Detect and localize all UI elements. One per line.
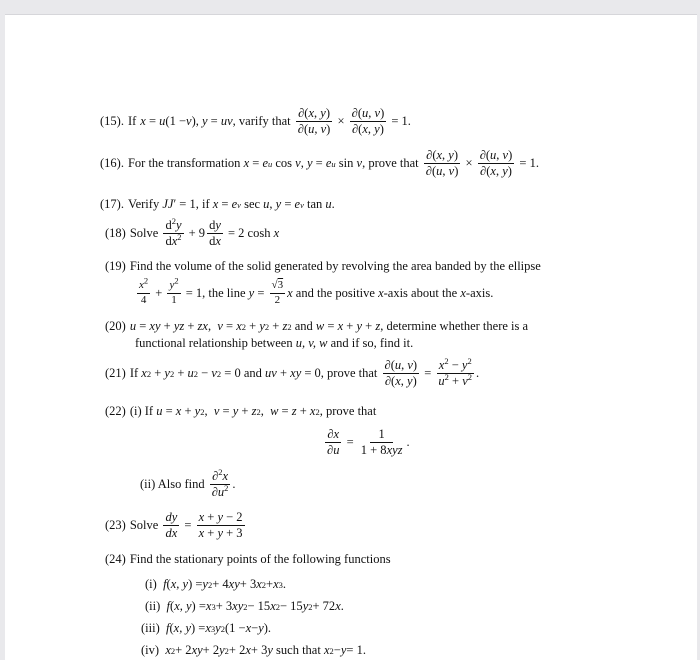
problem-18-label: (18)	[105, 226, 126, 241]
word-sub-ii: (ii) Also find	[140, 477, 205, 492]
problem-21-label: (21)	[105, 366, 126, 381]
problem-21: (21) If x 2 + y 2 + u 2 − v 2 = 0 and uv + xy = 0, prove that $\frac{\partial(u, v)}{\partial(x, y)}$ = $\frac{x^2 - y^2}{u^2 + v^2}$ .	[105, 355, 480, 389]
problem-22-line1: (22) (i) If u = x + y 2 , v = y + z 2 , w = z + x 2 , prove that	[105, 404, 377, 418]
problem-24-item-i: (i) f ( x, y ) = y 2 + 4 xy + 3 x 2 + x 3 .	[145, 577, 287, 591]
problem-24-item-iv: (iv) x 2 + 2 xy + 2 y 2 + 2 x + 3 y such that x 2 − y = 1.	[141, 643, 366, 657]
problem-16: (16). For the transformation x = e u cos v , y = e u sin v , prove that $\frac{\partial(x, y)}{\partial(u, v)}$ × $\frac{\partial(u, v)}{\partial(x, y)}$ = 1.	[100, 148, 539, 179]
p24-item-label: (i)	[145, 577, 157, 591]
word-and-if-so: and if so, find it.	[330, 336, 414, 350]
word-axis-about: -axis about the	[383, 285, 458, 300]
problem-22-part-ii: (ii) Also find $\frac{\partial^2x}{\partial u^2}$ .	[140, 466, 236, 500]
problem-20-label: (20)	[105, 319, 126, 333]
problem-18: (18) Solve $\frac{d^2y}{dx^2}$ + 9 $\frac{dy}{dx}$ = 2 cosh x	[105, 215, 280, 249]
word-determine: , determine whether there is a	[380, 319, 529, 333]
word-stationary: Find the stationary points of the following functions	[129, 552, 391, 566]
word-such-that: such that	[276, 643, 321, 657]
problem-19-line2: $\frac{x^2}{4}$ + $\frac{y^2}{1}$ = 1 , the line y = $\frac{√3}{2}$ x and the positive x -axis about the x -axis.	[139, 275, 494, 306]
p24-item-label: (iii)	[141, 621, 160, 635]
problem-15-label: (15).	[100, 114, 124, 129]
jacobian-uv-xy: $\frac{\partial(u, v)}{\partial(x, y)}$	[351, 106, 385, 137]
word-prove-that: prove that	[368, 156, 419, 171]
word-functional: functional relationship between	[135, 336, 293, 350]
problem-23: (23) Solve $\frac{dy}{dx}$ = $\frac{x + y - 2}{x + y + 3}$	[105, 510, 243, 541]
p24-item-label: (iv)	[141, 643, 160, 657]
p24-item-label: (ii)	[145, 599, 161, 613]
problem-23-label: (23)	[105, 518, 126, 533]
problem-17: (17). Verify JJ ′ = 1, if x = e v sec u , y = e v tan u .	[100, 197, 335, 211]
problem-22-label: (22)	[105, 404, 126, 418]
problem-24-label: (24)	[105, 552, 126, 566]
problem-15: (15). If x = u (1 − v ), y = uv , varify that $\frac{\partial(x, y)}{\partial(u, v)}$ × $\frac{\partial(u, v)}{\partial(x, y)}$ = 1.	[100, 106, 411, 137]
word-varify-that: varify that	[238, 114, 291, 129]
problem-19-line1	[105, 259, 541, 274]
word-verify: Verify	[127, 197, 160, 211]
problem-16-label: (16).	[100, 156, 124, 171]
document-page	[5, 14, 697, 660]
problem-19-label: (19)	[105, 259, 126, 273]
word-and: and	[294, 319, 313, 333]
word-sub-i: (i) If	[129, 404, 154, 418]
problem-24	[105, 552, 391, 567]
problem-22-equation: $\frac{\partial x}{\partial u}$ = $\frac{1}{\text{1 + 8xyz}}$ .	[327, 427, 410, 458]
word-positive-axis: and the positive	[295, 285, 375, 300]
problem-24-item-iii: (iii) f ( x, y ) = x 3 y 2 (1 − x − y ).	[141, 621, 272, 635]
problem-20-line2: functional relationship between u, v, w and if so, find it.	[135, 336, 414, 350]
word-solve: Solve	[129, 226, 159, 241]
problem-20-line1: (20) u = xy + yz + zx , v = x 2 + y 2 + z 2 and w = x + y + z , determine whether there is a	[105, 319, 529, 333]
word-axis-end: -axis.	[465, 285, 494, 300]
problem-17-label: (17).	[100, 197, 124, 211]
word-find-volume: Find the volume of the solid generated by revolving the area banded by the ellipse	[129, 259, 541, 273]
word-for-transformation: For the transformation	[127, 156, 241, 171]
problem-24-item-ii: (ii) f ( x, y ) = x 3 + 3 xy 2 − 15 x 2 − 15 y 2 + 72 x .	[145, 599, 344, 613]
word-the-line: , the line	[202, 285, 246, 300]
jacobian-xy-uv: $\frac{\partial(x, y)}{\partial(u, v)}$	[297, 106, 331, 137]
word-if: If	[127, 114, 137, 129]
